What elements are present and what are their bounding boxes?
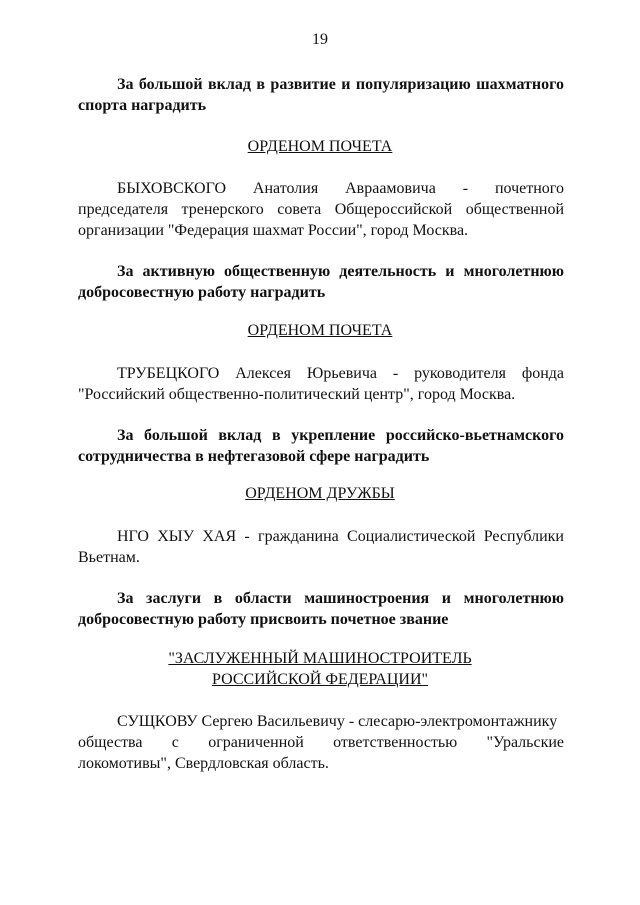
recipient-1-word: БЫХОВСКОГО [117, 180, 227, 197]
recipient-1-word: Авраамовича [345, 180, 436, 197]
recipient-1-word: почетного [494, 180, 564, 197]
award-reason-3: За большой вклад в укрепление российско-вьетнамского сотрудничества в нефтегазовой сфере наградить [78, 427, 564, 465]
award-title-4-line2: РОССИЙСКОЙ ФЕДЕРАЦИИ" [211, 671, 429, 688]
recipient-4-word: ограниченной [208, 734, 304, 751]
recipient-1-word: Анатолия [252, 180, 319, 197]
award-title-1: ОРДЕНОМ ПОЧЕТА [247, 138, 393, 155]
award-reason-2: За активную общественную деятельность и многолетнюю добросовестную работу наградить [78, 263, 564, 301]
recipient-4-line1-wrap [78, 711, 564, 732]
award-title-3: ОРДЕНОМ ДРУЖБЫ [245, 485, 395, 502]
recipient-4-line3: локомотивы", Свердловская область. [78, 755, 329, 772]
award-reason-4: За заслуги в области машиностроения и многолетнюю добросовестную работу присвоить почетное звание [78, 590, 564, 628]
recipient-4-word: "Уральские [486, 734, 564, 751]
award-title-4-line1: "ЗАСЛУЖЕННЫЙ МАШИНОСТРОИТЕЛЬ [168, 650, 472, 667]
recipient-4-word: общества [78, 734, 143, 751]
recipient-4-line2 [78, 732, 564, 753]
page-number: 19 [312, 31, 328, 48]
recipient-1-rest: председателя тренерского совета Общероссийской общественной организации "Федерация шахмат России", город Москва. [78, 201, 564, 239]
recipient-1-first-line [78, 178, 564, 199]
recipient-4-line1: СУЩКОВУ Сергею Васильевичу - слесарю-электромонтажнику [117, 713, 558, 730]
recipient-1 [78, 178, 564, 241]
recipient-3: НГО ХЫУ ХАЯ - гражданина Социалистической Республики Вьетнам. [78, 528, 564, 566]
award-title-2: ОРДЕНОМ ПОЧЕТА [247, 322, 393, 339]
recipient-1-word: - [462, 180, 469, 197]
recipient-4-word: ответственностью [333, 734, 458, 751]
recipient-2: ТРУБЕЦКОГО Алексея Юрьевича - руководителя фонда "Российский общественно-политический центр", город Москва. [78, 365, 564, 403]
recipient-4-word: с [171, 734, 179, 751]
award-reason-1: За большой вклад в развитие и популяризацию шахматного спорта наградить [78, 76, 564, 114]
recipient-4 [78, 711, 564, 774]
